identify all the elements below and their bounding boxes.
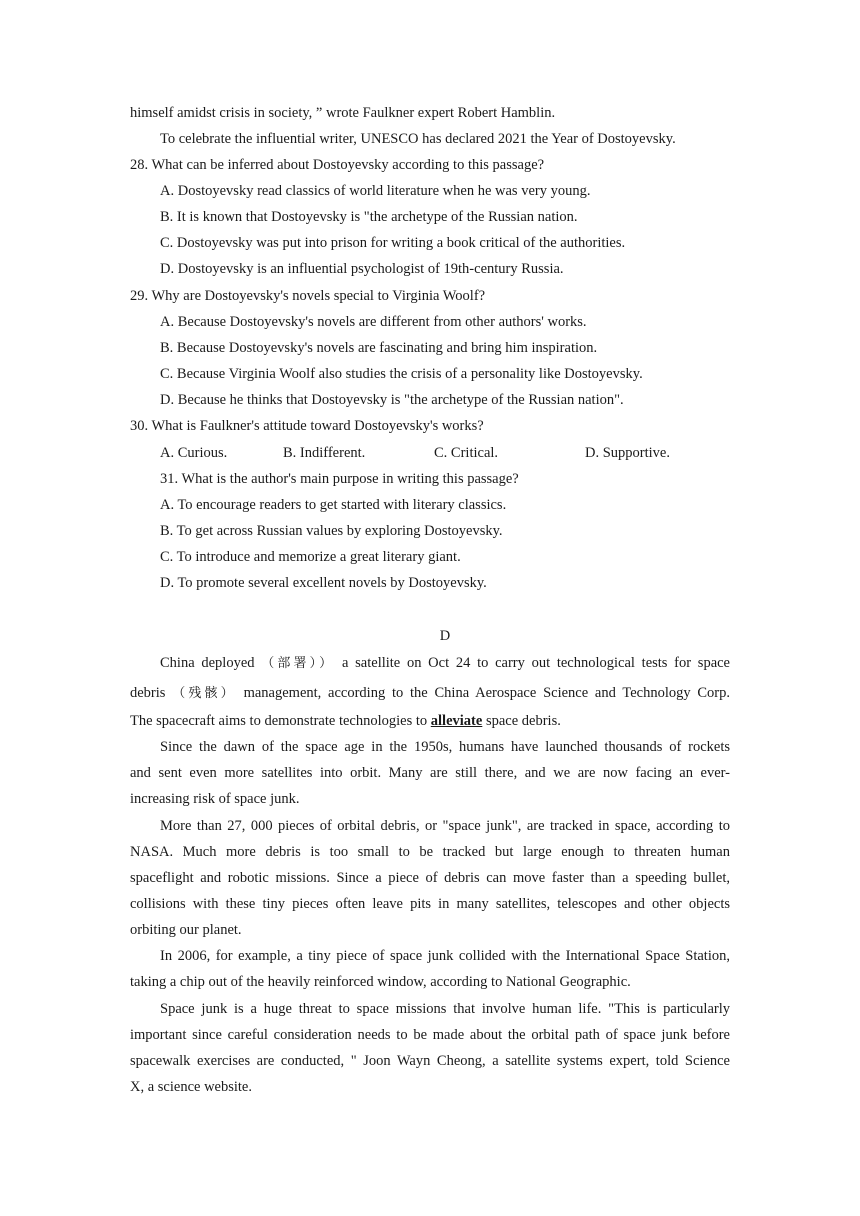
question-29-option-c: C. Because Virginia Woolf also studies the crisis of a personality like Dostoyevsky. [160, 366, 643, 382]
question-30-stem: 30. What is Faulkner's attitude toward Dostoyevsky's works? [130, 418, 484, 434]
question-28-option-d: D. Dostoyevsky is an influential psychologist of 19th-century Russia. [160, 261, 564, 277]
paragraph-5-line: X, a science website. [130, 1079, 252, 1095]
paragraph-4-line: In 2006, for example, a tiny piece of space junk collided with the International Space Station, [160, 948, 730, 964]
underlined-keyword: alleviate [430, 713, 483, 729]
text-span: China deployed [160, 655, 255, 671]
question-30-option-d: D. Supportive. [585, 445, 670, 461]
paragraph-3-line: NASA. Much more debris is too small to be tracked but large enough to threaten human [130, 844, 730, 860]
paragraph-2-line: Since the dawn of the space age in the 1950s, humans have launched thousands of rockets [160, 739, 730, 755]
passage-text-line: To celebrate the influential writer, UNESCO has declared 2021 the Year of Dostoyevsky. [160, 131, 676, 147]
text-span: debris [130, 685, 166, 701]
paragraph-1-line [130, 684, 730, 703]
text-span: The spacecraft aims to demonstrate technologies to [130, 713, 428, 729]
chinese-gloss: （部署）） [261, 656, 336, 671]
chinese-gloss: （残骸） [172, 686, 237, 701]
question-29-stem: 29. Why are Dostoyevsky's novels special to Virginia Woolf? [130, 288, 486, 304]
paragraph-3-line: collisions with these tiny pieces often leave pits in many satellites, telescopes and other objects [130, 896, 730, 912]
paragraph-5-line: important since careful consideration needs to be made about the orbital path of space junk before [130, 1027, 730, 1043]
paragraph-5-line: spacewalk exercises are conducted, " Joon Wayn Cheong, a satellite systems expert, told Science [130, 1053, 730, 1069]
question-31-stem: 31. What is the author's main purpose in writing this passage? [160, 471, 519, 487]
passage-text-line: himself amidst crisis in society, ” wrote Faulkner expert Robert Hamblin. [130, 105, 556, 121]
paragraph-5-line: Space junk is a huge threat to space missions that involve human life. "This is particularly [160, 1001, 730, 1017]
question-31-option-c: C. To introduce and memorize a great literary giant. [160, 549, 461, 565]
paragraph-3-line: orbiting our planet. [130, 922, 242, 938]
question-29-option-d: D. Because he thinks that Dostoyevsky is "the archetype of the Russian nation". [160, 392, 624, 408]
question-28-option-b: B. It is known that Dostoyevsky is "the archetype of the Russian nation. [160, 209, 578, 225]
question-28-option-c: C. Dostoyevsky was put into prison for writing a book critical of the authorities. [160, 235, 626, 251]
question-29-option-a: A. Because Dostoyevsky's novels are different from other authors' works. [160, 314, 587, 330]
text-span: space debris. [485, 713, 561, 729]
section-heading: D [439, 628, 451, 644]
paragraph-1-line [160, 654, 730, 673]
question-28-option-a: A. Dostoyevsky read classics of world literature when he was very young. [160, 183, 591, 199]
paragraph-3-line: spaceflight and robotic missions. Since a piece of debris can move faster than a speeding bullet, [130, 870, 730, 886]
text-span: a satellite on Oct 24 to carry out technological tests for space [341, 655, 730, 671]
text-span: management, according to the China Aerospace Science and Technology Corp. [243, 685, 731, 701]
paragraph-4-line: taking a chip out of the heavily reinforced window, according to National Geographic. [130, 974, 631, 990]
question-31-option-d: D. To promote several excellent novels by Dostoyevsky. [160, 575, 487, 591]
question-28-stem: 28. What can be inferred about Dostoyevsky according to this passage? [130, 157, 545, 173]
question-29-option-b: B. Because Dostoyevsky's novels are fascinating and bring him inspiration. [160, 340, 598, 356]
question-30-option-a: A. Curious. [160, 445, 228, 461]
question-30-option-b: B. Indifferent. [283, 445, 366, 461]
question-31-option-a: A. To encourage readers to get started with literary classics. [160, 497, 507, 513]
question-30-option-c: C. Critical. [434, 445, 499, 461]
paragraph-1-line [130, 712, 561, 730]
question-31-option-b: B. To get across Russian values by exploring Dostoyevsky. [160, 523, 503, 539]
paragraph-3-line: More than 27, 000 pieces of orbital debris, or "space junk", are tracked in space, according to [160, 818, 730, 834]
paragraph-2-line: increasing risk of space junk. [130, 791, 300, 807]
paragraph-2-line: and sent even more satellites into orbit. Many are still there, and we are now facing an ever- [130, 765, 730, 781]
